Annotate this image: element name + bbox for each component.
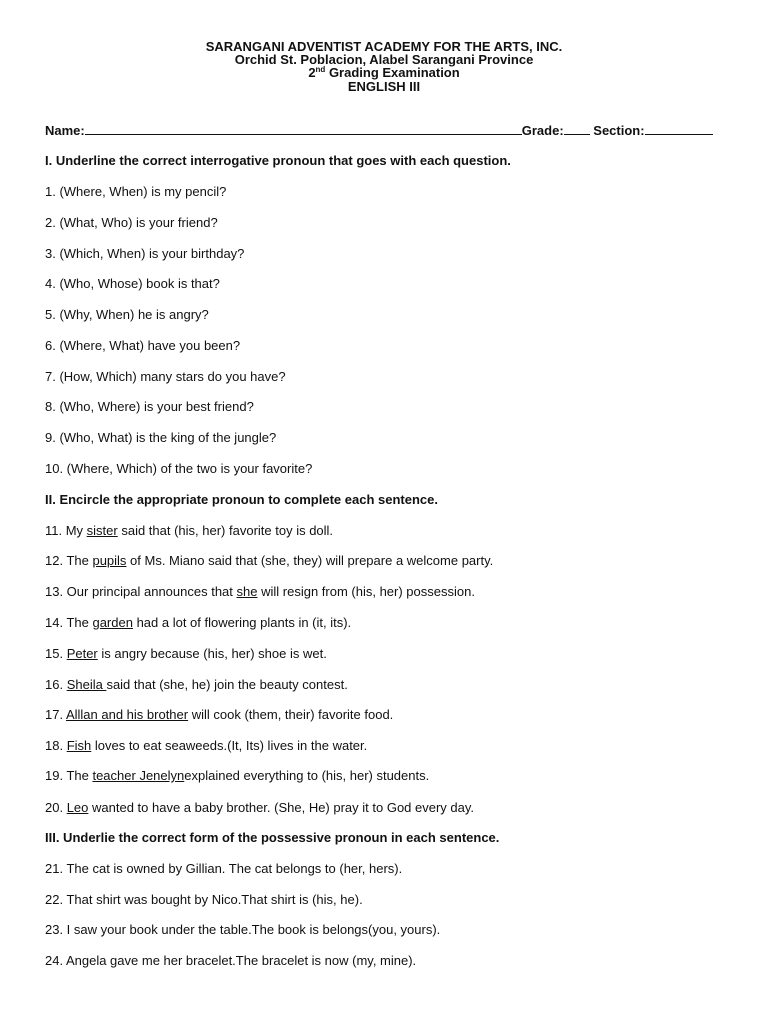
student-info-row	[45, 122, 723, 139]
question-item: 5. (Why, When) he is angry?	[45, 307, 209, 322]
question-item: 7. (How, Which) many stars do you have?	[45, 369, 286, 384]
exam-number: 2	[308, 65, 316, 80]
item-text-post: said that (his, her) favorite toy is doll.	[117, 523, 334, 538]
item-text-pre: 11. My	[45, 523, 87, 538]
underlined-noun: pupils	[92, 553, 127, 568]
item-text-post: will cook (them, their) favorite food.	[188, 707, 394, 722]
item-text-pre: 14. The	[45, 615, 93, 630]
item-text-pre: 16.	[45, 677, 67, 692]
underlined-noun: sister	[86, 523, 118, 538]
underlined-noun: garden	[92, 615, 133, 630]
part2-instruction: II. Encircle the appropriate pronoun to complete each sentence.	[45, 492, 438, 507]
question-item: 3. (Which, When) is your birthday?	[45, 246, 245, 261]
grade-blank	[564, 122, 590, 135]
question-item: 10. (Where, Which) of the two is your favorite?	[45, 461, 313, 476]
exam-ordinal: nd	[315, 65, 326, 74]
question-item: 8. (Who, Where) is your best friend?	[45, 399, 254, 414]
question-item: 4. (Who, Whose) book is that?	[45, 276, 220, 291]
question-item	[45, 707, 393, 723]
item-text-pre: 15.	[45, 646, 67, 661]
question-item	[45, 615, 351, 631]
underlined-noun: Alllan and his brother	[65, 707, 189, 722]
section-blank	[645, 122, 713, 135]
part3-instruction: III. Underlie the correct form of the possessive pronoun in each sentence.	[45, 830, 500, 845]
name-blank	[85, 122, 522, 135]
item-text-post: wanted to have a baby brother. (She, He) pray it to God every day.	[88, 800, 475, 815]
underlined-noun: Sheila	[66, 677, 107, 692]
question-item	[45, 677, 348, 693]
question-item: 22. That shirt was bought by Nico.That shirt is (his, he).	[45, 892, 363, 907]
item-text-pre: 20.	[45, 800, 67, 815]
part1-instruction: I. Underline the correct interrogative pronoun that goes with each question.	[45, 153, 511, 168]
question-item: 2. (What, Who) is your friend?	[45, 215, 218, 230]
question-item	[45, 768, 429, 784]
item-text-pre: 19. The	[45, 768, 93, 783]
item-text-pre: 17.	[45, 707, 66, 722]
exam-title	[0, 66, 768, 80]
question-item	[45, 584, 475, 600]
question-item	[45, 800, 474, 816]
question-item: 21. The cat is owned by Gillian. The cat belongs to (her, hers).	[45, 861, 403, 876]
question-item: 6. (Where, What) have you been?	[45, 338, 241, 353]
item-text-pre: 18.	[45, 738, 67, 753]
item-text-post: is angry because (his, her) shoe is wet.	[97, 646, 327, 661]
item-text-post: of Ms. Miano said that (she, they) will prepare a welcome party.	[126, 553, 494, 568]
grade-label: Grade:	[521, 123, 564, 138]
item-text-post: explained everything to (his, her) students.	[184, 768, 430, 783]
section-label: Section:	[593, 123, 645, 138]
question-item	[45, 553, 493, 569]
item-text-post: had a lot of flowering plants in (it, its).	[132, 615, 352, 630]
question-item	[45, 523, 333, 539]
underlined-noun: Leo	[66, 800, 89, 815]
item-text-post: loves to eat seaweeds.(It, Its) lives in the water.	[91, 738, 368, 753]
question-item	[45, 646, 327, 662]
question-item: 24. Angela gave me her bracelet.The bracelet is now (my, mine).	[45, 953, 417, 968]
underlined-noun: Fish	[66, 738, 92, 753]
school-name: SARANGANI ADVENTIST ACADEMY FOR THE ARTS, INC.	[205, 39, 563, 54]
item-text-pre: 13. Our principal announces that	[45, 584, 237, 599]
school-address: Orchid St. Poblacion, Alabel Sarangani Province	[234, 52, 534, 67]
name-label: Name:	[45, 123, 85, 138]
item-text-post: will resign from (his, her) possession.	[257, 584, 475, 599]
question-item: 9. (Who, What) is the king of the jungle?	[45, 430, 277, 445]
exam-title-rest: Grading Examination	[325, 65, 460, 80]
question-item: 1. (Where, When) is my pencil?	[45, 184, 227, 199]
underlined-noun: she	[236, 584, 258, 599]
underlined-noun: teacher Jenelyn	[92, 768, 185, 783]
item-text-pre: 12. The	[45, 553, 93, 568]
subject-title: ENGLISH III	[347, 79, 421, 94]
question-item	[45, 738, 367, 754]
question-item: 23. I saw your book under the table.The book is belongs(you, yours).	[45, 922, 441, 937]
item-text-post: said that (she, he) join the beauty contest.	[106, 677, 348, 692]
underlined-noun: Peter	[66, 646, 98, 661]
